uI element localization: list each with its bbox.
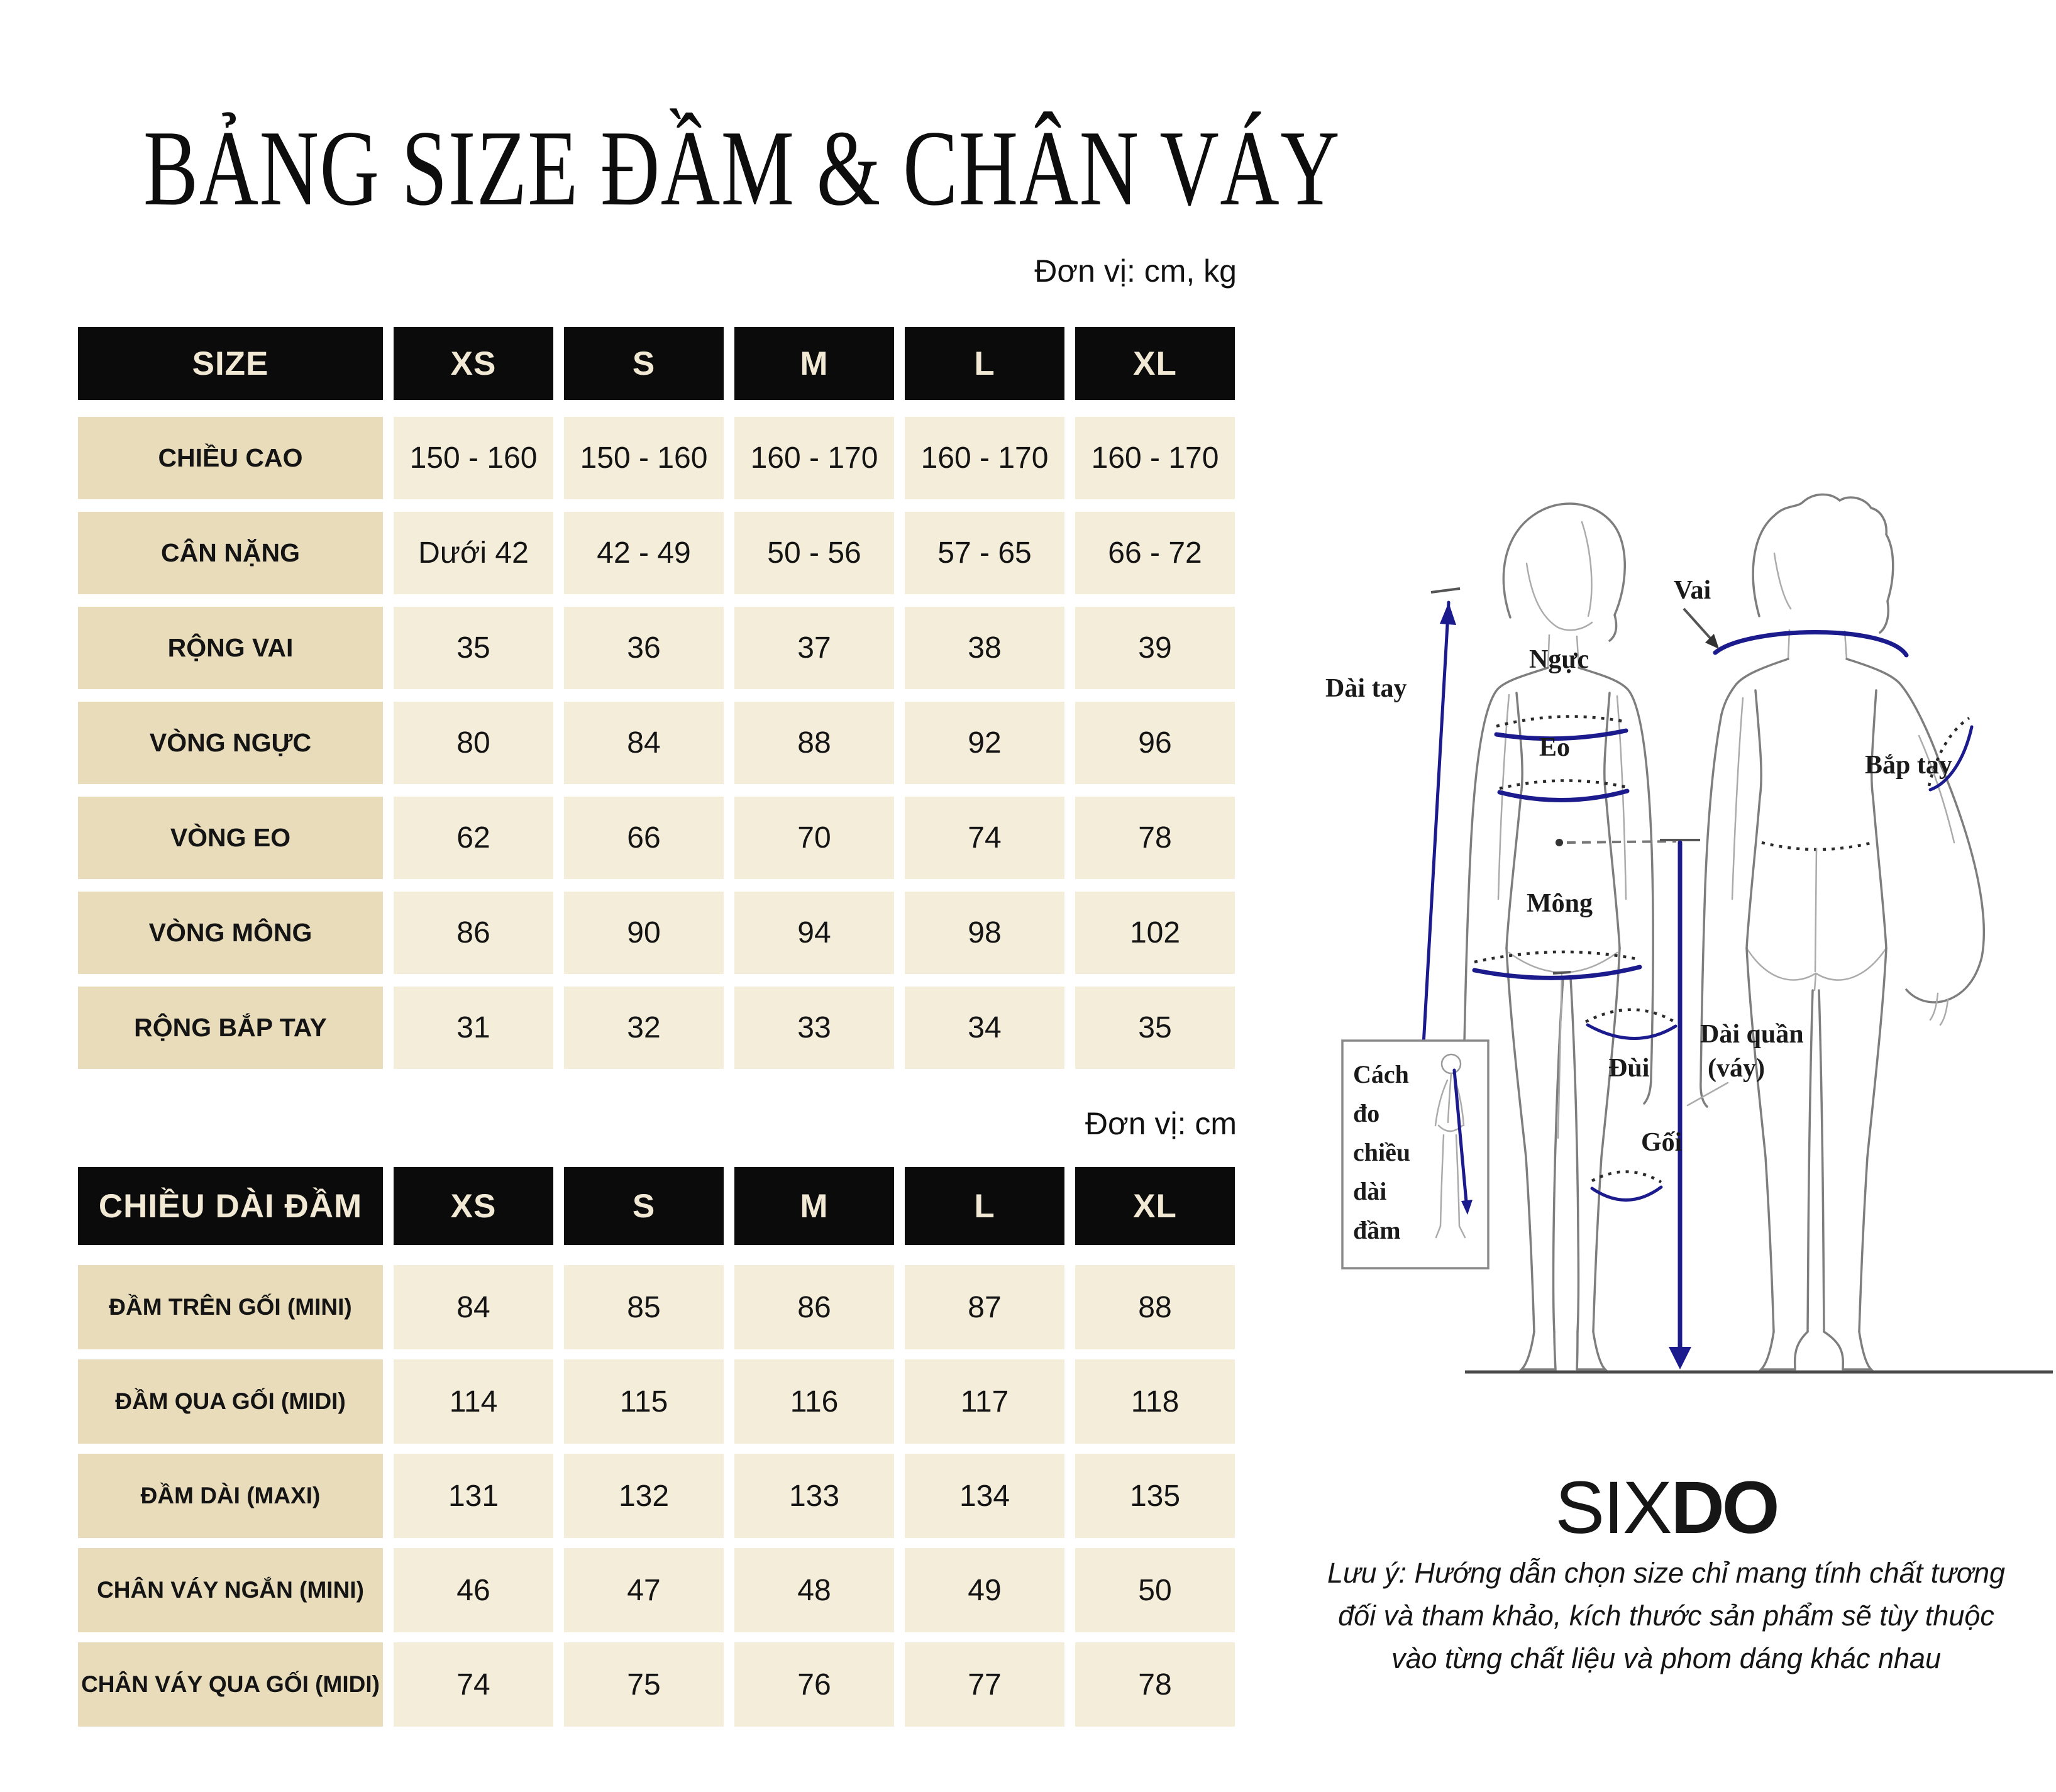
table-cell: 86 — [734, 1265, 894, 1349]
table-cell: 32 — [564, 987, 724, 1069]
table-row — [78, 702, 1235, 784]
table-cell: 74 — [394, 1642, 553, 1727]
table-cell: 48 — [734, 1548, 894, 1632]
table-cell: 78 — [1075, 797, 1235, 879]
label-bap-tay: Bắp tay — [1865, 751, 1952, 780]
table-cell: 134 — [905, 1454, 1064, 1538]
size-table-header-cell: S — [564, 327, 724, 400]
table-cell: 70 — [734, 797, 894, 879]
table-cell: 96 — [1075, 702, 1235, 784]
table-row — [78, 1454, 1235, 1538]
page-title: BẢNG SIZE ĐẦM & CHÂN VÁY — [143, 109, 1341, 228]
table-cell: 150 - 160 — [564, 417, 724, 499]
table-cell: 34 — [905, 987, 1064, 1069]
table-cell: 135 — [1075, 1454, 1235, 1538]
table-row — [78, 607, 1235, 689]
table-cell: 76 — [734, 1642, 894, 1727]
vai-arrow — [1684, 609, 1719, 649]
length-table-header-cell: S — [564, 1167, 724, 1245]
table-row — [78, 1359, 1235, 1444]
length-table-header-row — [78, 1167, 1235, 1245]
table-cell: 66 — [564, 797, 724, 879]
table-cell: 46 — [394, 1548, 553, 1632]
table-cell: 116 — [734, 1359, 894, 1444]
table-cell: 50 — [1075, 1548, 1235, 1632]
table-cell: 75 — [564, 1642, 724, 1727]
label-vai: Vai — [1674, 576, 1711, 605]
size-table-header-row — [78, 327, 1235, 400]
table-cell: 84 — [564, 702, 724, 784]
note-line: vào từng chất liệu và phom dáng khác nhau — [1391, 1642, 1942, 1674]
table-cell: 38 — [905, 607, 1064, 689]
front-figure-outline — [1464, 504, 1653, 1369]
table-cell: 85 — [564, 1265, 724, 1349]
disclaimer-note — [1283, 1552, 2050, 1680]
table-cell: 66 - 72 — [1075, 512, 1235, 594]
table-cell: 94 — [734, 892, 894, 974]
label-mong: Mông — [1527, 889, 1593, 918]
table-row — [78, 1642, 1235, 1727]
table-cell: 31 — [394, 987, 553, 1069]
length-table-header-cell: L — [905, 1167, 1064, 1245]
table-cell: 50 - 56 — [734, 512, 894, 594]
sixdo-logo — [1302, 1465, 2031, 1551]
label-goi: Gối — [1641, 1128, 1683, 1157]
back-figure-outline — [1701, 494, 1984, 1369]
table-cell: 77 — [905, 1642, 1064, 1727]
unit-note-bottom: Đơn vị: cm — [1085, 1106, 1237, 1141]
table-cell: 150 - 160 — [394, 417, 553, 499]
table-cell: 80 — [394, 702, 553, 784]
table-cell: 92 — [905, 702, 1064, 784]
table-row — [78, 1548, 1235, 1632]
table-cell: 37 — [734, 607, 894, 689]
table-cell: 47 — [564, 1548, 724, 1632]
row-label: CHÂN VÁY NGẮN (MINI) — [78, 1548, 383, 1632]
size-table-header-cell: XS — [394, 327, 553, 400]
row-label: VÒNG MÔNG — [78, 892, 383, 974]
size-table-header-cell: XL — [1075, 327, 1235, 400]
row-label: VÒNG EO — [78, 797, 383, 879]
table-cell: 114 — [394, 1359, 553, 1444]
measurement-diagram — [1308, 409, 2056, 1390]
table-cell: 90 — [564, 892, 724, 974]
table-cell: 160 - 170 — [905, 417, 1064, 499]
table-cell: Dưới 42 — [394, 512, 553, 594]
table-row — [78, 797, 1235, 879]
length-table-header-cell: XL — [1075, 1167, 1235, 1245]
label-nguc: Ngực — [1529, 645, 1589, 674]
note-line: Lưu ý: Hướng dẫn chọn size chỉ mang tính chất tương — [1327, 1557, 2006, 1589]
table-cell: 86 — [394, 892, 553, 974]
table-cell: 36 — [564, 607, 724, 689]
table-cell: 115 — [564, 1359, 724, 1444]
size-table-header-cell: M — [734, 327, 894, 400]
table-cell: 39 — [1075, 607, 1235, 689]
table-cell: 118 — [1075, 1359, 1235, 1444]
label-dai-quan-vay: (váy) — [1708, 1054, 1765, 1083]
table-cell: 87 — [905, 1265, 1064, 1349]
table-cell: 133 — [734, 1454, 894, 1538]
length-table-header-cell: XS — [394, 1167, 553, 1245]
row-label: CHIỀU CAO — [78, 417, 383, 499]
guide-word: dài — [1353, 1177, 1387, 1205]
table-cell: 102 — [1075, 892, 1235, 974]
label-eo: Eo — [1539, 733, 1571, 762]
logo-do: DO — [1671, 1466, 1777, 1549]
length-arrow — [1660, 840, 1700, 1369]
logo-six: SIX — [1555, 1466, 1671, 1549]
size-table-header-cell: L — [905, 327, 1064, 400]
table-cell: 88 — [734, 702, 894, 784]
table-cell: 117 — [905, 1359, 1064, 1444]
label-dai-quan: Dài quần — [1700, 1020, 1804, 1049]
table-cell: 160 - 170 — [734, 417, 894, 499]
table-cell: 35 — [1075, 987, 1235, 1069]
row-label: ĐẦM TRÊN GỐI (MINI) — [78, 1265, 383, 1349]
row-label: RỘNG VAI — [78, 607, 383, 689]
table-row — [78, 892, 1235, 974]
guide-word: chiều — [1353, 1138, 1411, 1166]
note-line: đối và tham khảo, kích thước sản phẩm sẽ tùy thuộc — [1338, 1600, 1994, 1632]
measure-guide-box — [1342, 1041, 1488, 1268]
label-dai-tay: Dài tay — [1325, 674, 1407, 703]
table-row — [78, 512, 1235, 594]
table-row — [78, 1265, 1235, 1349]
row-label: RỘNG BẮP TAY — [78, 987, 383, 1069]
length-table-header-cell: CHIỀU DÀI ĐẦM — [78, 1167, 383, 1245]
table-cell: 74 — [905, 797, 1064, 879]
row-label: CHÂN VÁY QUA GỐI (MIDI) — [78, 1642, 383, 1727]
table-cell: 132 — [564, 1454, 724, 1538]
guide-word: đầm — [1353, 1216, 1401, 1244]
table-row — [78, 417, 1235, 499]
table-cell: 57 - 65 — [905, 512, 1064, 594]
table-cell: 88 — [1075, 1265, 1235, 1349]
row-label: VÒNG NGỰC — [78, 702, 383, 784]
size-table-header-cell: SIZE — [78, 327, 383, 400]
table-cell: 49 — [905, 1548, 1064, 1632]
row-label: ĐẦM QUA GỐI (MIDI) — [78, 1359, 383, 1444]
label-dui: Đùi — [1608, 1054, 1650, 1083]
row-label: CÂN NẶNG — [78, 512, 383, 594]
table-cell: 42 - 49 — [564, 512, 724, 594]
guide-word: Cách — [1353, 1060, 1409, 1088]
table-row — [78, 987, 1235, 1069]
table-cell: 98 — [905, 892, 1064, 974]
table-cell: 33 — [734, 987, 894, 1069]
guide-word: đo — [1353, 1099, 1380, 1127]
table-cell: 62 — [394, 797, 553, 879]
table-cell: 160 - 170 — [1075, 417, 1235, 499]
length-table-header-cell: M — [734, 1167, 894, 1245]
table-cell: 84 — [394, 1265, 553, 1349]
table-cell: 131 — [394, 1454, 553, 1538]
row-label: ĐẦM DÀI (MAXI) — [78, 1454, 383, 1538]
unit-note-top: Đơn vị: cm, kg — [1034, 253, 1237, 289]
table-cell: 35 — [394, 607, 553, 689]
table-cell: 78 — [1075, 1642, 1235, 1727]
